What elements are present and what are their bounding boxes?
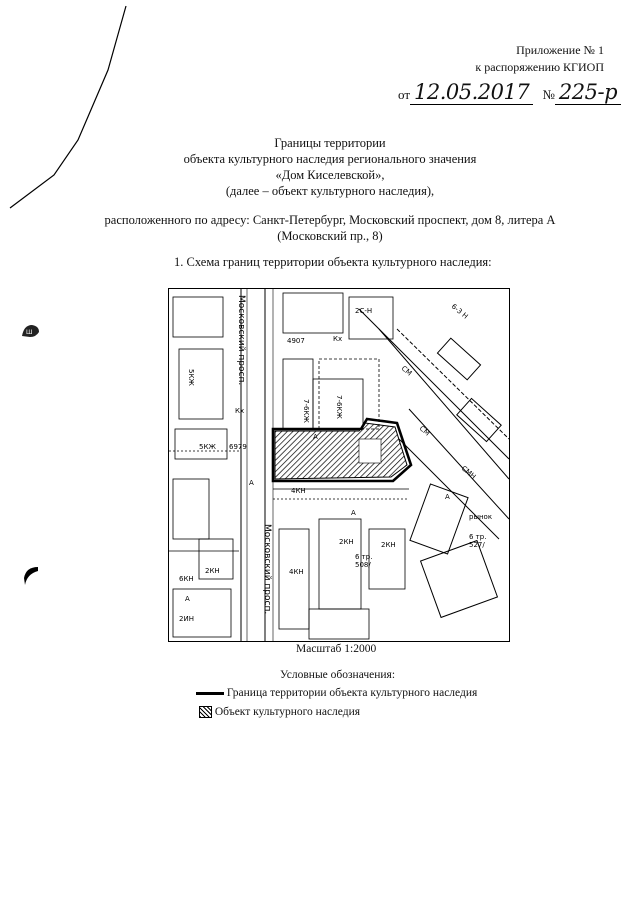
- svg-text:5КЖ: 5КЖ: [187, 369, 195, 386]
- svg-text:СМН: СМН: [459, 464, 478, 481]
- hatched-square-icon: [199, 706, 212, 718]
- svg-text:6КН: 6КН: [179, 575, 194, 583]
- svg-text:А: А: [445, 493, 450, 501]
- title-line-1: Границы территории: [274, 136, 386, 150]
- map-label-street-2: Московский просп.: [262, 524, 272, 615]
- map-drawing: [169, 289, 509, 641]
- svg-text:4907: 4907: [287, 337, 305, 345]
- title-line-4: (далее – объект культурного наследия),: [225, 184, 435, 198]
- territory-map: [168, 288, 510, 642]
- svg-text:СМ: СМ: [417, 424, 432, 438]
- legend-item-boundary-label: Граница территории объекта культурного наследия: [226, 687, 478, 699]
- legend-item-object: [199, 706, 360, 718]
- svg-text:5КЖ: 5КЖ: [199, 443, 216, 451]
- svg-text:2КН: 2КН: [205, 567, 220, 575]
- svg-text:6-3 Н: 6-3 Н: [449, 302, 470, 321]
- svg-text:рынок: рынок: [469, 513, 493, 521]
- heritage-object-hatched: [275, 423, 407, 479]
- svg-text:Кх: Кх: [333, 335, 343, 343]
- order-label: к распоряжению КГИОП: [475, 60, 604, 74]
- address-line-2: (Московский пр., 8): [277, 229, 383, 243]
- section-heading: 1. Схема границ территории объекта культурного наследия:: [174, 255, 492, 269]
- date-number-line: [398, 80, 621, 104]
- svg-text:СМ: СМ: [399, 364, 414, 378]
- svg-text:2С-Н: 2С-Н: [355, 307, 373, 315]
- svg-text:6 тр.: 6 тр.: [355, 553, 373, 561]
- punch-mark-bottom: [22, 565, 42, 587]
- svg-text:А: А: [313, 433, 318, 441]
- date-prefix: от: [398, 87, 411, 102]
- svg-text:2КН: 2КН: [381, 541, 396, 549]
- svg-text:4КН: 4КН: [289, 568, 304, 576]
- svg-text:А: А: [185, 595, 190, 603]
- legend-title: Условные обозначения:: [280, 669, 396, 681]
- svg-text:Кх: Кх: [235, 407, 245, 415]
- svg-text:7-6КЖ: 7-6КЖ: [335, 395, 343, 419]
- number-handwritten: 225-р: [555, 80, 621, 105]
- svg-text:2КН: 2КН: [339, 538, 354, 546]
- legend-item-object-label: Объект культурного наследия: [214, 706, 361, 718]
- svg-text:А: А: [351, 509, 356, 517]
- title-line-3: «Дом Киселевской»,: [275, 168, 385, 182]
- title-line-2: объекта культурного наследия регионального значения: [183, 152, 477, 166]
- svg-text:6 тр.: 6 тр.: [469, 533, 487, 541]
- svg-text:6979: 6979: [229, 443, 247, 451]
- svg-text:4КН: 4КН: [291, 487, 306, 495]
- punch-mark-top: [20, 322, 42, 340]
- svg-text:508/: 508/: [355, 561, 371, 569]
- map-scale: Масштаб 1:2000: [296, 643, 377, 655]
- svg-text:2ИН: 2ИН: [179, 615, 194, 623]
- svg-text:527/: 527/: [469, 541, 485, 549]
- number-prefix: №: [542, 87, 555, 102]
- address-line-1: расположенного по адресу: Санкт-Петербург, Московский проспект, дом 8, литера А: [104, 213, 556, 227]
- date-handwritten: 12.05.2017: [410, 80, 533, 105]
- appendix-label: Приложение № 1: [516, 43, 604, 57]
- map-label-street-1: Московский просп.: [236, 295, 246, 386]
- boundary-line-icon: [196, 692, 224, 695]
- legend-item-boundary: [196, 687, 477, 699]
- svg-text:А: А: [249, 479, 254, 487]
- svg-text:7-6КЖ: 7-6КЖ: [302, 399, 310, 423]
- svg-text:Ш: Ш: [26, 329, 33, 336]
